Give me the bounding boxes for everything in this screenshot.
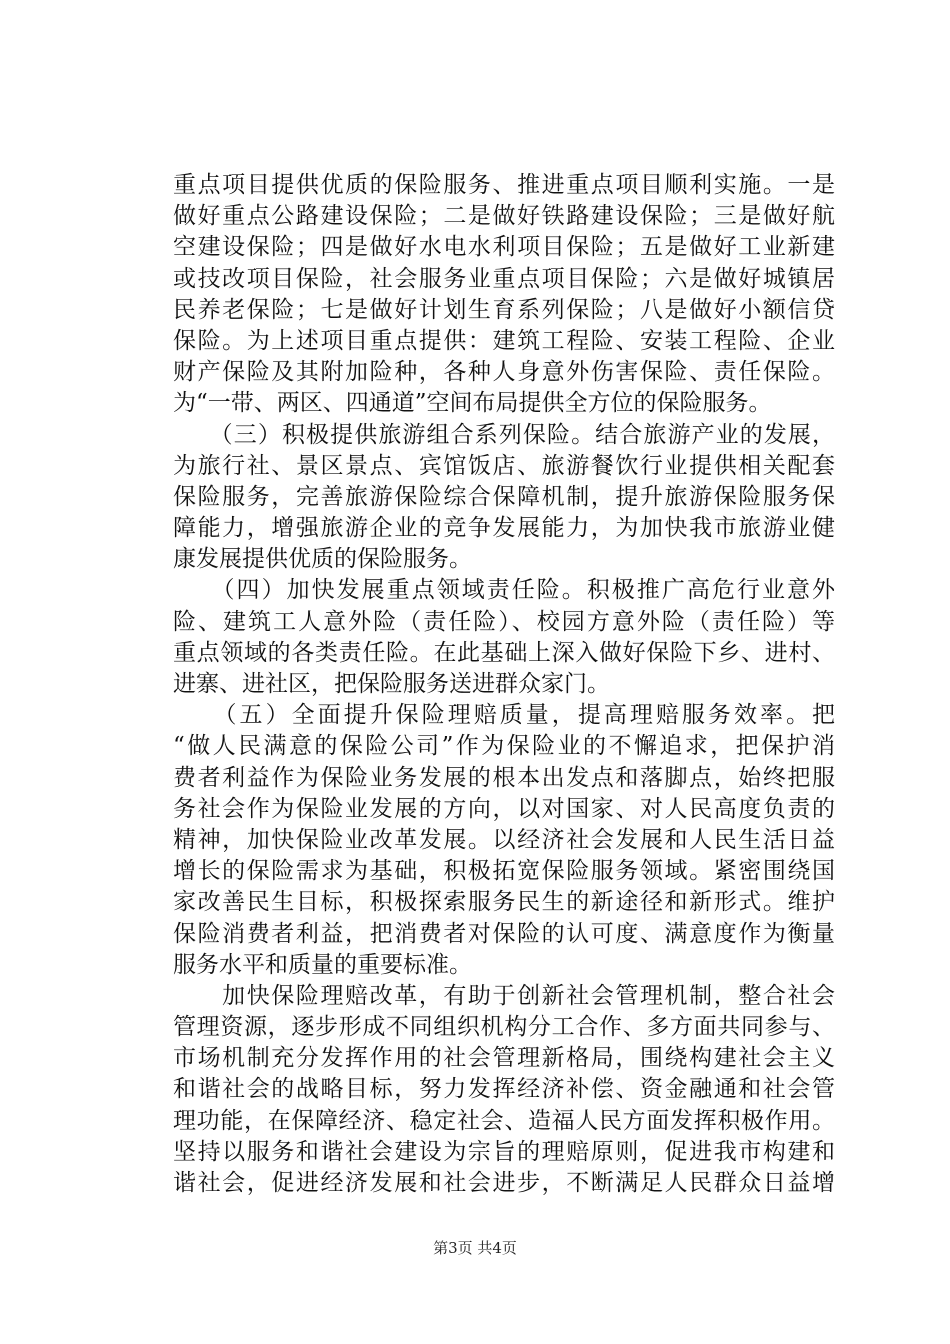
text-line: 财产保险及其附加险种，各种人身意外伤害保险、责任保险。 — [173, 359, 835, 386]
body-text — [173, 170, 835, 1199]
text-line: 务社会作为保险业发展的方向，以对国家、对人民高度负责的 — [173, 795, 835, 822]
text-line: 重点领域的各类责任险。在此基础上深入做好保险下乡、进村、 — [173, 639, 835, 666]
text-line: （三）积极提供旅游组合系列保险。结合旅游产业的发展， — [173, 421, 835, 448]
text-line: 空建设保险；四是做好水电水利项目保险；五是做好工业新建 — [173, 234, 835, 261]
text-line: 障能力，增强旅游企业的竞争发展能力，为加快我市旅游业健 — [173, 515, 835, 542]
text-line: 费者利益作为保险业务发展的根本出发点和落脚点，始终把服 — [173, 764, 835, 791]
text-line: 服务水平和质量的重要标准。 — [173, 951, 472, 978]
text-line: 康发展提供优质的保险服务。 — [173, 546, 472, 573]
text-line: 为旅行社、景区景点、宾馆饭店、旅游餐饮行业提供相关配套 — [173, 452, 835, 479]
text-line: 或技改项目保险，社会服务业重点项目保险；六是做好城镇居 — [173, 265, 835, 292]
text-line: 坚持以服务和谐社会建设为宗旨的理赔原则，促进我市构建和 — [173, 1138, 835, 1165]
text-line: （四）加快发展重点领域责任险。积极推广高危行业意外 — [173, 577, 835, 604]
text-line: 管理资源，逐步形成不同组织机构分工合作、多方面共同参与、 — [173, 1014, 835, 1041]
text-line: 加快保险理赔改革，有助于创新社会管理机制，整合社会 — [173, 982, 835, 1009]
text-line: 做好重点公路建设保险；二是做好铁路建设保险；三是做好航 — [173, 203, 835, 230]
text-line: 理功能，在保障经济、稳定社会、造福人民方面发挥积极作用。 — [173, 1107, 835, 1134]
text-line: “做人民满意的保险公司”作为保险业的不懈追求，把保护消 — [173, 733, 835, 760]
text-line: 谐社会，促进经济发展和社会进步，不断满足人民群众日益增 — [173, 1170, 835, 1196]
text-line: 为“一带、两区、四通道”空间布局提供全方位的保险服务。 — [173, 390, 772, 417]
text-line: 险、建筑工人意外险（责任险）、校园方意外险（责任险）等 — [173, 608, 835, 635]
text-line: 增长的保险需求为基础，积极拓宽保险服务领域。紧密围绕国 — [173, 858, 835, 885]
text-line: 家改善民生目标，积极探索服务民生的新途径和新形式。维护 — [173, 889, 835, 916]
text-line: 重点项目提供优质的保险服务、推进重点项目顺利实施。一是 — [173, 172, 835, 198]
text-line: 保险。为上述项目重点提供：建筑工程险、安装工程险、企业 — [173, 327, 835, 354]
text-line: 保险消费者利益，把消费者对保险的认可度、满意度作为衡量 — [173, 920, 835, 947]
page-footer: 第3页 共4页 — [433, 1239, 517, 1257]
text-line: 和谐社会的战略目标，努力发挥经济补偿、资金融通和社会管 — [173, 1076, 835, 1103]
text-line: 进寨、进社区，把保险服务送进群众家门。 — [173, 671, 610, 697]
text-line: 保险服务，完善旅游保险综合保障机制，提升旅游保险服务保 — [173, 483, 835, 510]
text-line: 民养老保险；七是做好计划生育系列保险；八是做好小额信贷 — [173, 296, 835, 323]
text-line: （五）全面提升保险理赔质量，提高理赔服务效率。把 — [173, 702, 835, 729]
text-line: 市场机制充分发挥作用的社会管理新格局，围绕构建社会主义 — [173, 1045, 835, 1072]
text-line: 精神，加快保险业改革发展。以经济社会发展和人民生活日益 — [173, 826, 835, 853]
